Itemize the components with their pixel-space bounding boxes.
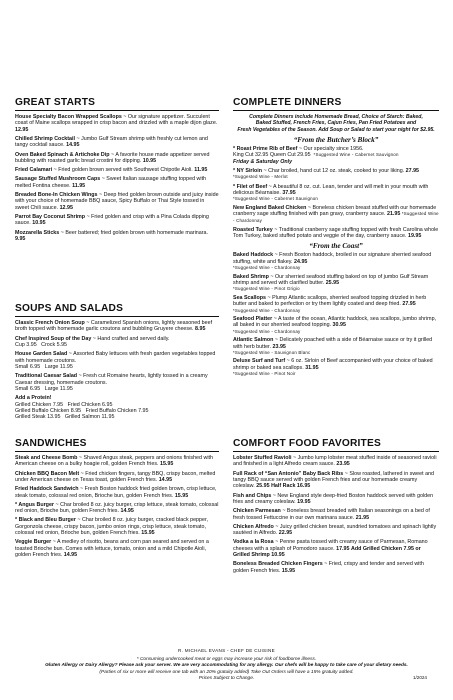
complete-dinners-section	[233, 97, 439, 380]
menu-item: Sea Scallops ~ Plump Atlantic scallops, sherried seafood topping drizzled in herb butter and baked to perfection or try them lightly coated and deep fried. 27.95 *Suggested Wine - Chardonnay	[233, 294, 427, 313]
soups-heading: SOUPS AND SALADS	[15, 303, 219, 317]
menu-item-caesar-salad: Traditional Caesar Salad ~ Fresh cut Romaine hearts, lightly tossed in a creamy Caesar dressing, homemade croutons. Small 6.95 Large 11.95	[15, 373, 208, 393]
coast-list	[233, 252, 439, 376]
great-starts-list	[15, 114, 219, 242]
menu-item: Breaded Bone-In Chicken Wings ~ Deep fried golden brown outside and juicy inside with your choice of homemade BBQ sauce, Spicy Buffalo or Thai Style tossed in sweet Chili sauce. 12.95	[15, 192, 219, 211]
menu-item: Chicken Alfredo ~ Juicy grilled chicken breast, sundried tomatoes and spinach lightly sautéed in Alfredo. 22.95	[233, 523, 437, 537]
dinners-intro: Complete Dinners include Homemade Bread, Choice of Starch: Baked, Baked Stuffed, French Fries, Cajun Fries, Pan Fried Potatoes and Fresh Vegetables of the Season. Add Soup or Salad to start your night for $2.95.	[237, 114, 435, 133]
menu-item: Sausage Stuffed Mushroom Caps ~ Sweet Italian sausage stuffing topped with melted Fontina cheese. 11.95	[15, 176, 207, 189]
great-starts-section	[15, 97, 219, 245]
menu-item-house-salad: House Garden Salad ~ Assorted Baby lettuces with fresh garden vegetables topped with homemade croutons. Small 6.95 Large 11.95	[15, 351, 216, 371]
menu-item: * Angus Burger ~ Char broiled 8 oz. juicy burger, crisp lettuce, steak tomato, colossal red onion, Brioche bun, golden French fries. 14.95	[15, 501, 219, 515]
menu-item: Chicken Parmesan ~ Boneless breast breaded with Italian seasonings on a bed of fresh tossed Fettuccine in our own marinara sauce. 21.95	[233, 508, 430, 521]
menu-item: Chicken BBQ Bacon Melt ~ Fried chicken fingers, tangy BBQ, crispy bacon, melted under American cheese on Texas toast, golden French fries. 14.95	[15, 470, 216, 484]
comfort-list	[233, 455, 439, 574]
from-the-coast-subheading: “From the Coast”	[309, 242, 363, 251]
menu-item: Seafood Platter ~ A taste of the ocean, Atlantic haddock, sea scallops, jumbo shrimp, all baked in our sherried seafood topping. 30.95 *Suggested Wine - Chardonnay	[233, 315, 437, 334]
menu-item: Vodka a la Rosa ~ Penne pasta tossed with creamy sauce of Parmesan, Romano cheeses with a splash of Pomodoro sauce. 17.95 Add Grilled Chicken 7.95 or Grilled Shrimp 10.95	[233, 539, 428, 559]
menu-item-filet: * Filet of Beef ~ A beautiful 8 oz. cut. Lean, tender and will melt in your mouth with delicious Béarnaise. 37.95 *Suggested Wine - Cabernet Sauvignon	[233, 183, 429, 202]
menu-item: House Specialty Bacon Wrapped Scallops ~ Our signature appetizer. Succulent coast of Maine scallops wrapped in crisp bacon and drizzled with a maple dijon glaze. 12.95	[15, 114, 218, 133]
menu-item: Baked Haddock ~ Fresh Boston haddock, broiled in our signature sherried seafood stuffing, white and flakey. 24.95 *Suggested Wine - Chardonnay	[233, 252, 432, 271]
menu-item: Veggie Burger ~ A medley of risotto, beans and corn pan seared and served on a toasted Brioche bun. Comes with lettuce, tomato, onion and a mild Chipotle Aioli, golden French fries. 14.95	[15, 539, 209, 559]
menu-item: Steak and Cheese Bomb ~ Shaved Angus steak, peppers and onions finished with American cheese on a bulky hoagie roll, golden French fries. 15.95	[15, 455, 213, 468]
menu-item-prime-rib: * Roast Prime Rib of Beef ~ Our specialty since 1956. King Cut 32.95 Queen Cut 29.95 *Suggested Wine - Cabernet Sauvignon Friday & Saturday Only	[233, 145, 399, 165]
sandwiches-list	[15, 455, 219, 559]
menu-item: Atlantic Salmon ~ Delicately poached with a side of Béarnaise sauce or try it grilled with herb butter. 23.95 *Suggested Wine - Sauvignon Blanc	[233, 337, 433, 355]
menu-item: Full Rack of “San Antonio” Baby Back Ribs ~ Slow roasted, lathered in sweet and tangy BBQ sauce served with golden French fries and our homemade creamy coleslaw. 25.95 Half Rack 16.95	[233, 470, 435, 490]
menu-item-soup-of-day: Chef Inspired Soup of the Day ~ Hand crafted and served daily. Cup 3.95 Crock 5.95	[15, 335, 170, 349]
menu-item: Chilled Shrimp Cocktail ~ Jumbo Gulf Stream shrimp with freshly cut lemon and tangy cocktail sauce. 14.95	[15, 136, 208, 149]
great-starts-heading: GREAT STARTS	[15, 97, 219, 111]
menu-item: Fried Haddock Sandwich ~ Fresh Boston haddock fried golden brown, crisp lettuce, steak tomato, colossal red onion, Brioche bun, golden French fries. 15.95	[15, 486, 217, 499]
menu-item-ne-chicken: New England Baked Chicken ~ Boneless chicken breast stuffed with our homemade cranberry sage stuffing finished with pan gravy, cranberry sauce. 21.95 *Suggested Wine - Chardonnay	[233, 204, 439, 223]
footer-notes: * Consuming undercooked meat or eggs may increase your risk of foodborne illness. Gluten Allergy or Dairy Allergy? Please ask your server. We are very accommodating for any allergy. Our chefs will be happy to take care of your dietary needs. (Parties of six or more will receive one tab with an 20% gratuity added) Take Out Orders will have a 15% gratuity added. Prices Subject to Change.	[45, 657, 408, 682]
menu-item-onion-soup: Classic French Onion Soup ~ Caramelized Spanish onions, lightly seasoned beef broth topped with homemade garlic croutons and bubbling Gruyere cheese. 8.95	[15, 320, 213, 333]
comfort-heading: COMFORT FOOD FAVORITES	[233, 438, 439, 452]
menu-item-roasted-turkey: Roasted Turkey ~ Traditional cranberry sage stuffing topped with fresh Carolina whole Tom Turkey, baked stuffed potato and veggie of the day, cranberry sauce. 19.95	[233, 226, 439, 240]
sandwiches-section	[15, 438, 219, 561]
menu-item: Baked Shrimp ~ Our sherried seafood stuffing baked on top of jumbo Gulf Stream shrimp and served with clarified butter. 25.95 *Suggested Wine - Pinot Grigio	[233, 273, 429, 292]
menu-date: 1/2024	[412, 675, 427, 680]
protein-addons: Add a Protein! Grilled Chicken 7.95 Fried Chicken 6.95 Grilled Buffalo Chicken 8.95 Fried Buffalo Chicken 7.95 Grilled Steak 13.95 Grilled Salmon 11.95	[15, 395, 149, 421]
comfort-section	[233, 438, 439, 577]
menu-item: * Black and Bleu Burger ~ Char broiled 8 oz. juicy burger, cracked black pepper, Gorgonzola cheese, crispy bacon, jumbo onion rings, crisp lettuce, steak tomato, colossal red onion, Brioche bun, golden French fries. 15.95	[15, 517, 208, 537]
chef-credit: R. MICHAEL EVANS - CHEF DE CUISINE	[178, 648, 275, 653]
menu-item: Mozzarella Sticks ~ Beer battered; fried golden brown with homemade marinara. 9.95	[15, 229, 208, 243]
menu-item: Boneless Breaded Chicken Fingers ~ Fried, crispy and tender and served with golden French fries. 15.95	[233, 561, 424, 574]
menu-item: Fish and Chips ~ New England style deep-fried Boston haddock served with golden fries and creamy coleslaw. 19.95	[233, 492, 434, 506]
menu-item-ny-sirloin: * NY Sirloin ~ Char broiled, hand cut 12 oz. steak, cooked to your liking. 27.95 *Suggested Wine - Merlot	[233, 167, 420, 180]
menu-item: Lobster Stuffed Ravioli ~ Jumbo lump lobster meat stuffed inside of seasoned ravioli and finished in a light Alfredo cream sauce. 23.95	[233, 455, 437, 468]
sandwiches-heading: SANDWICHES	[15, 438, 219, 452]
complete-dinners-heading: COMPLETE DINNERS	[233, 97, 439, 111]
butcher-block-subheading: “From the Butcher’s Block”	[293, 135, 379, 144]
menu-item: Parrot Bay Coconut Shrimp ~ Fried golden and crisp with a Pina Colada dipping sauce. 10.95	[15, 214, 209, 227]
menu-item: Deluxe Surf and Turf ~ 6 oz. Sirloin of Beef accompanied with your choice of baked shrimp or baked sea scallops. 31.95 *Suggested Wine - Pinot Noir	[233, 358, 433, 377]
soups-section	[15, 303, 219, 424]
menu-item: Fried Calamari ~ Fried golden brown served with Southwest Chipotle Aioli. 11.95	[15, 167, 208, 174]
menu-item: Oven Baked Spinach & Artichoke Dip ~ A favorite house made appetizer served bubbling with roasted garlic bread crostini for dipping. 10.95	[15, 151, 210, 165]
